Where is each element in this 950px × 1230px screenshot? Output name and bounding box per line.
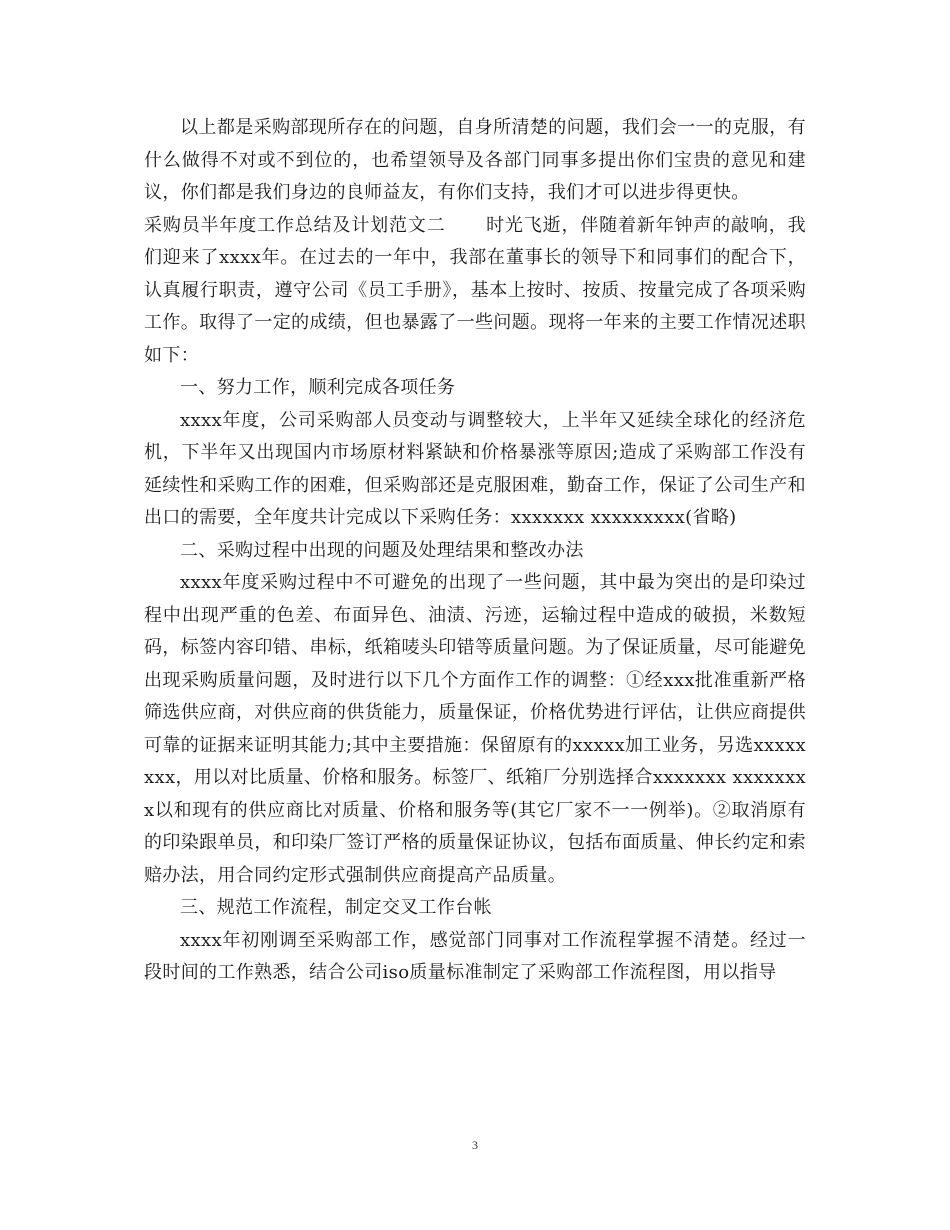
- paragraph-closing-remarks: 以上都是采购部现所存在的问题，自身所清楚的问题，我们会一一的克服，有什么做得不对或不到位的，也希望领导及各部门同事多提出你们宝贵的意见和建议，你们都是我们身边的良师益友，有你们支持，我们才可以进步得更快。: [144, 117, 806, 203]
- paragraph-quality-problems: xxxx年度采购过程中不可避免的出现了一些问题，其中最为突出的是印染过程中出现严重的色差、布面异色、油渍、污迹，运输过程中造成的破损，米数短码，标签内容印错、串标，纸箱唛头印错等质量问题。为了保证质量，尽可能避免出现采购质量问题，及时进行以下几个方面作工作的调整：①经xxx批准重新严格筛选供应商，对供应商的供货能力，质量保证，价格优势进行评估，让供应商提供可靠的证据来证明其能力;其中主要措施：保留原有的xxxxx加工业务，另选xxxxxxxx，用以对比质量、价格和服务。标签厂、纸箱厂分别选择合xxxxxxx xxxxxxxx以和现有的供应商比对质量、价格和服务等(其它厂家不一一例举)。②取消原有的印染跟单员，和印染厂签订严格的质量保证协议，包括布面质量、伸长约定和索赔办法，用合同约定形式强制供应商提高产品质量。: [144, 572, 806, 886]
- paragraph-workflow: xxxx年初刚调至采购部工作，感觉部门同事对工作流程掌握不清楚。经过一段时间的工作熟悉，结合公司iso质量标准制定了采购部工作流程图，用以指导: [144, 929, 806, 983]
- section-heading-1: 一、努力工作，顺利完成各项任务: [180, 377, 456, 398]
- sample-intro-text: 时光飞逝，伴随着新年钟声的敲响，我们迎来了xxxx年。在过去的一年中，我部在董事长的领导下和同事们的配合下，认真履行职责，遵守公司《员工手册》，基本上按时、按质、按量完成了各项采购工作。取得了一定的成绩，但也暴露了一些问题。现将一年来的主要工作情况述职如下：: [144, 214, 806, 366]
- section-heading-2: 二、采购过程中出现的问题及处理结果和整改办法: [180, 539, 584, 561]
- paragraph-purchasing-tasks: xxxx年度，公司采购部人员变动与调整较大，上半年又延续全球化的经济危机，下半年又出现国内市场原材料紧缺和价格暴涨等原因;造成了采购部工作没有延续性和采购工作的困难，但采购部还是克服困难，勤奋工作，保证了公司生产和出口的需要，全年度共计完成以下采购任务：xxxxxxx xxxxxxxxx(省略): [144, 409, 806, 528]
- paragraph-second-sample: [144, 210, 806, 373]
- page-number: 3: [472, 1138, 478, 1152]
- document-body: [144, 112, 806, 990]
- section-heading-3: 三、规范工作流程，制定交叉工作台帐: [180, 897, 492, 918]
- sample-title: 采购员半年度工作总结及计划范文二: [144, 214, 446, 236]
